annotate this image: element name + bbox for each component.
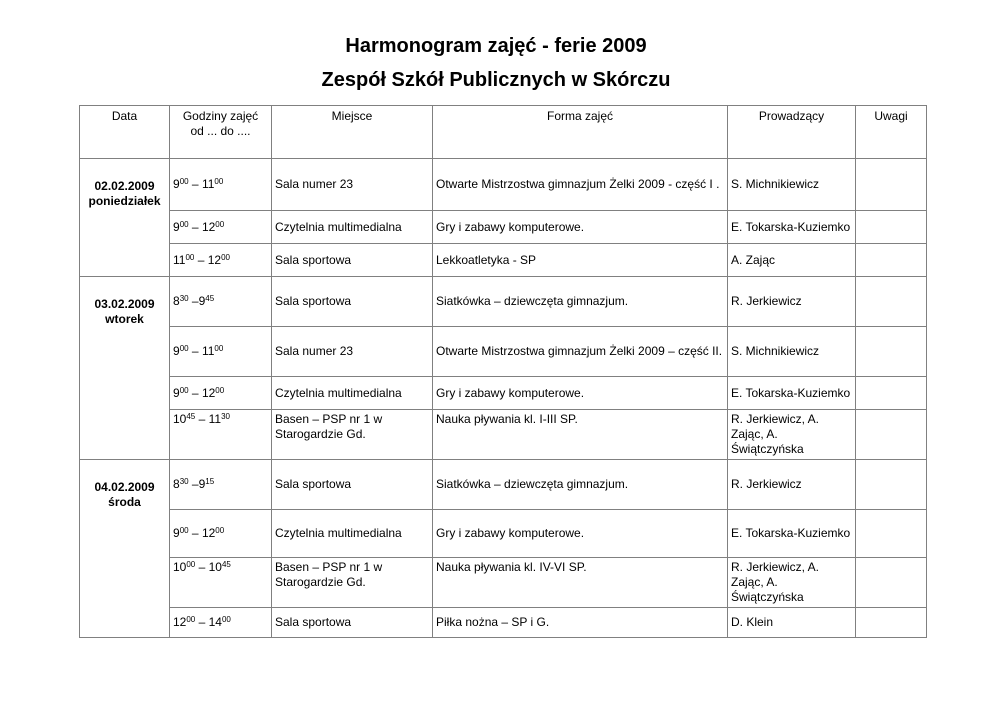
table-row <box>80 377 927 410</box>
time-separator: – <box>188 177 202 191</box>
table-row <box>80 510 927 558</box>
start-hour: 8 <box>173 477 180 491</box>
time-separator: – <box>194 252 208 267</box>
end-minute: 45 <box>205 294 215 303</box>
notes-cell <box>856 211 927 244</box>
notes-cell <box>856 159 927 211</box>
form-cell: Siatkówka – dziewczęta gimnazjum. <box>433 460 728 510</box>
day-cell <box>80 277 170 460</box>
place-cell: Czytelnia multimedialna <box>272 377 433 410</box>
table-row <box>80 410 927 460</box>
table-row <box>80 460 927 510</box>
time-cell <box>170 327 272 377</box>
table-row <box>80 244 927 277</box>
start-hour: 12 <box>173 615 187 629</box>
notes-cell <box>856 244 927 277</box>
time-separator: – <box>188 294 199 308</box>
start-hour: 11 <box>173 252 186 267</box>
notes-cell <box>856 558 927 608</box>
end-hour: 12 <box>201 526 216 540</box>
notes-cell <box>856 277 927 327</box>
start-hour: 9 <box>173 385 180 400</box>
column-header-leader: Prowadzący <box>728 106 856 159</box>
schedule-table <box>79 105 927 638</box>
time-separator: – <box>188 344 202 358</box>
start-minute: 00 <box>179 219 189 229</box>
start-hour: 10 <box>173 412 187 426</box>
time-cell <box>170 410 272 460</box>
leader-cell: R. Jerkiewicz <box>728 277 856 327</box>
table-row <box>80 277 927 327</box>
form-cell: Nauka pływania kl. I-III SP. <box>433 410 728 460</box>
time-cell <box>170 377 272 410</box>
form-cell: Piłka nożna – SP i G. <box>433 608 728 638</box>
leader-cell: A. Zając <box>728 244 856 277</box>
place-cell: Czytelnia multimedialna <box>272 510 433 558</box>
table-header-row <box>80 106 927 159</box>
place-cell: Sala sportowa <box>272 244 433 277</box>
form-cell: Lekkoatletyka - SP <box>433 244 728 277</box>
time-cell <box>170 277 272 327</box>
table-row <box>80 327 927 377</box>
start-hour: 10 <box>173 560 187 574</box>
end-hour: 9 <box>198 477 206 491</box>
notes-cell <box>856 377 927 410</box>
form-cell: Gry i zabawy komputerowe. <box>433 211 728 244</box>
day-weekday: środa <box>108 495 141 509</box>
notes-cell <box>856 410 927 460</box>
table-row <box>80 211 927 244</box>
time-separator: – <box>188 385 202 400</box>
notes-cell <box>856 327 927 377</box>
end-hour: 12 <box>201 385 216 400</box>
end-hour: 12 <box>207 252 222 267</box>
place-cell: Sala sportowa <box>272 277 433 327</box>
end-minute: 30 <box>221 412 230 421</box>
end-minute: 00 <box>221 615 231 624</box>
end-minute: 00 <box>214 344 224 353</box>
place-cell: Sala sportowa <box>272 608 433 638</box>
leader-cell: R. Jerkiewicz, A. Zając, A. Świątczyńska <box>728 410 856 460</box>
leader-cell: R. Jerkiewicz <box>728 460 856 510</box>
column-header-notes: Uwagi <box>856 106 927 159</box>
leader-cell: S. Michnikiewicz <box>728 327 856 377</box>
start-hour: 8 <box>173 294 180 308</box>
place-cell: Czytelnia multimedialna <box>272 211 433 244</box>
end-hour: 11 <box>201 177 215 191</box>
day-cell <box>80 460 170 638</box>
start-minute: 00 <box>185 252 195 262</box>
day-cell <box>80 159 170 277</box>
form-cell: Nauka pływania kl. IV-VI SP. <box>433 558 728 608</box>
end-minute: 00 <box>221 252 230 262</box>
table-row <box>80 608 927 638</box>
day-weekday: poniedziałek <box>88 194 161 208</box>
start-minute: 00 <box>179 344 189 353</box>
column-header-hours <box>170 106 272 159</box>
place-cell: Sala sportowa <box>272 460 433 510</box>
time-cell <box>170 460 272 510</box>
time-cell <box>170 211 272 244</box>
end-hour: 11 <box>201 344 215 358</box>
start-minute: 00 <box>186 615 196 624</box>
time-separator: – <box>188 219 202 234</box>
place-cell: Basen – PSP nr 1 w Starogardzie Gd. <box>272 410 433 460</box>
table-row <box>80 159 927 211</box>
start-minute: 00 <box>179 526 189 535</box>
end-hour: 11 <box>208 412 222 426</box>
end-hour: 9 <box>198 294 206 308</box>
page-subtitle: Zespół Szkół Publicznych w Skórczu <box>321 69 671 91</box>
start-hour: 9 <box>173 526 180 540</box>
start-hour: 9 <box>173 177 180 191</box>
start-minute: 00 <box>179 177 189 186</box>
place-cell: Sala numer 23 <box>272 159 433 211</box>
page-title: Harmonogram zajęć - ferie 2009 <box>345 35 647 57</box>
table-row <box>80 558 927 608</box>
time-separator: – <box>188 526 202 540</box>
end-minute: 00 <box>215 219 225 229</box>
notes-cell <box>856 460 927 510</box>
leader-cell: E. Tokarska-Kuziemko <box>728 510 856 558</box>
day-date: 04.02.2009 <box>94 480 155 494</box>
end-hour: 12 <box>201 219 216 234</box>
column-header-place: Miejsce <box>272 106 433 159</box>
leader-cell: E. Tokarska-Kuziemko <box>728 211 856 244</box>
column-header-form: Forma zajęć <box>433 106 728 159</box>
notes-cell <box>856 510 927 558</box>
end-minute: 00 <box>215 526 225 535</box>
end-minute: 00 <box>214 177 224 186</box>
form-cell: Siatkówka – dziewczęta gimnazjum. <box>433 277 728 327</box>
form-cell: Otwarte Mistrzostwa gimnazjum Żelki 2009 - część I . <box>433 159 728 211</box>
end-hour: 14 <box>208 615 222 629</box>
start-minute: 00 <box>186 560 196 569</box>
column-header-hours-line2: od ... do .... <box>190 124 251 138</box>
column-header-date: Data <box>80 106 170 159</box>
time-separator: – <box>195 560 209 574</box>
start-minute: 00 <box>179 385 189 395</box>
leader-cell: E. Tokarska-Kuziemko <box>728 377 856 410</box>
day-weekday: wtorek <box>105 312 144 326</box>
time-cell <box>170 159 272 211</box>
time-separator: – <box>188 477 199 491</box>
column-header-hours-line1: Godziny zajęć <box>182 109 259 123</box>
start-hour: 9 <box>173 219 180 234</box>
place-cell: Basen – PSP nr 1 w Starogardzie Gd. <box>272 558 433 608</box>
end-minute: 15 <box>205 477 215 486</box>
form-cell: Gry i zabawy komputerowe. <box>433 510 728 558</box>
place-cell: Sala numer 23 <box>272 327 433 377</box>
time-cell <box>170 510 272 558</box>
leader-cell: R. Jerkiewicz, A. Zając, A. Świątczyńska <box>728 558 856 608</box>
start-minute: 30 <box>179 294 189 303</box>
time-cell <box>170 558 272 608</box>
start-minute: 45 <box>186 412 196 421</box>
leader-cell: S. Michnikiewicz <box>728 159 856 211</box>
end-minute: 45 <box>221 560 231 569</box>
start-hour: 9 <box>173 344 180 358</box>
end-minute: 00 <box>215 385 225 395</box>
end-hour: 10 <box>208 560 222 574</box>
form-cell: Gry i zabawy komputerowe. <box>433 377 728 410</box>
day-date: 02.02.2009 <box>94 179 155 193</box>
time-separator: – <box>195 615 209 629</box>
notes-cell <box>856 608 927 638</box>
time-separator: – <box>195 412 209 426</box>
leader-cell: D. Klein <box>728 608 856 638</box>
time-cell <box>170 608 272 638</box>
form-cell: Otwarte Mistrzostwa gimnazjum Żelki 2009 – część II. <box>433 327 728 377</box>
start-minute: 30 <box>179 477 189 486</box>
time-cell <box>170 244 272 277</box>
schedule-body <box>80 159 927 638</box>
day-date: 03.02.2009 <box>94 297 155 311</box>
